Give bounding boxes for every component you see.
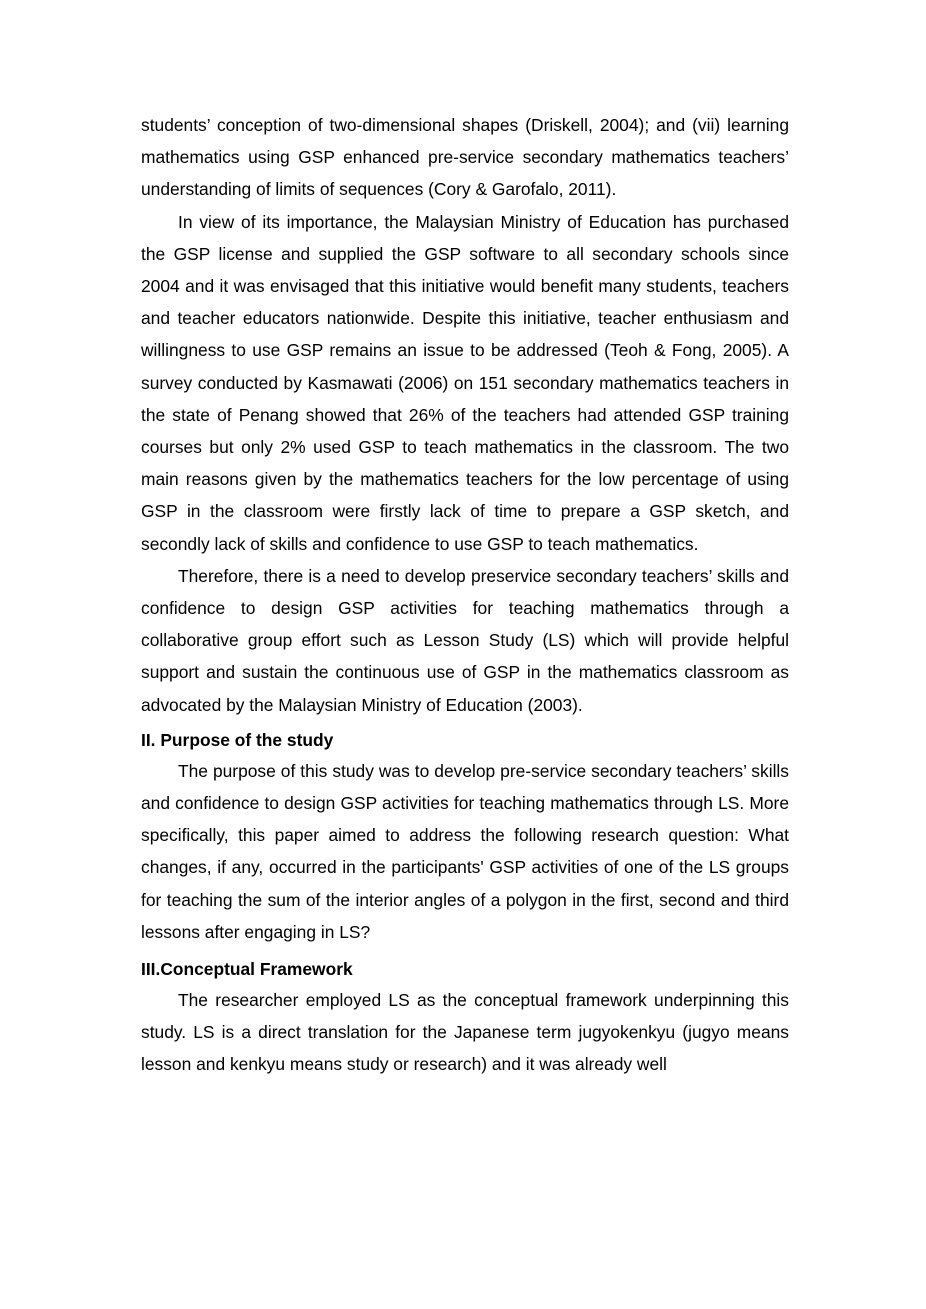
paragraph-purpose: The purpose of this study was to develop pre-service secondary teachers’ skills and confidence to design GSP activities for teaching mathematics through LS. More specifically, this paper aimed to address the following research question: What changes, if any, occurred in the participants' GSP activities of one of the LS groups for teaching the sum of the interior angles of a polygon in the first, second and third lessons after engaging in LS? — [141, 760, 789, 942]
section-heading-conceptual-framework: III.Conceptual Framework — [141, 959, 353, 980]
paragraph-need-for-ls: Therefore, there is a need to develop preservice secondary teachers’ skills and confidence to design GSP activities for teaching mathematics through a collaborative group effort such as Lesson Study (LS) which will provide helpful support and sustain the continuous use of GSP in the mathematics classroom as advocated by the Malaysian Ministry of Education (2003). — [141, 565, 789, 715]
section-heading-purpose: II. Purpose of the study — [141, 729, 334, 750]
paragraph-continuation: students’ conception of two-dimensional shapes (Driskell, 2004); and (vii) learning mathematics using GSP enhanced pre-service secondary mathematics teachers’ understanding of limits of sequences (Cory & Garofalo, 2011). — [141, 115, 789, 200]
paragraph-conceptual-framework: The researcher employed LS as the conceptual framework underpinning this study. LS is a direct translation for the Japanese term jugyokenkyu (jugyo means lesson and kenkyu means study or research) and it was already well — [141, 990, 789, 1075]
document-page — [141, 109, 789, 1081]
paragraph-ministry-initiative: In view of its importance, the Malaysian Ministry of Education has purchased the GSP license and supplied the GSP software to all secondary schools since 2004 and it was envisaged that this initiative would benefit many students, teachers and teacher educators nationwide. Despite this initiative, teacher enthusiasm and willingness to use GSP remains an issue to be addressed (Teoh & Fong, 2005). A survey conducted by Kasmawati (2006) on 151 secondary mathematics teachers in the state of Penang showed that 26% of the teachers had attended GSP training courses but only 2% used GSP to teach mathematics in the classroom. The two main reasons given by the mathematics teachers for the low percentage of using GSP in the classroom were firstly lack of time to prepare a GSP sketch, and secondly lack of skills and confidence to use GSP to teach mathematics. — [141, 211, 789, 554]
